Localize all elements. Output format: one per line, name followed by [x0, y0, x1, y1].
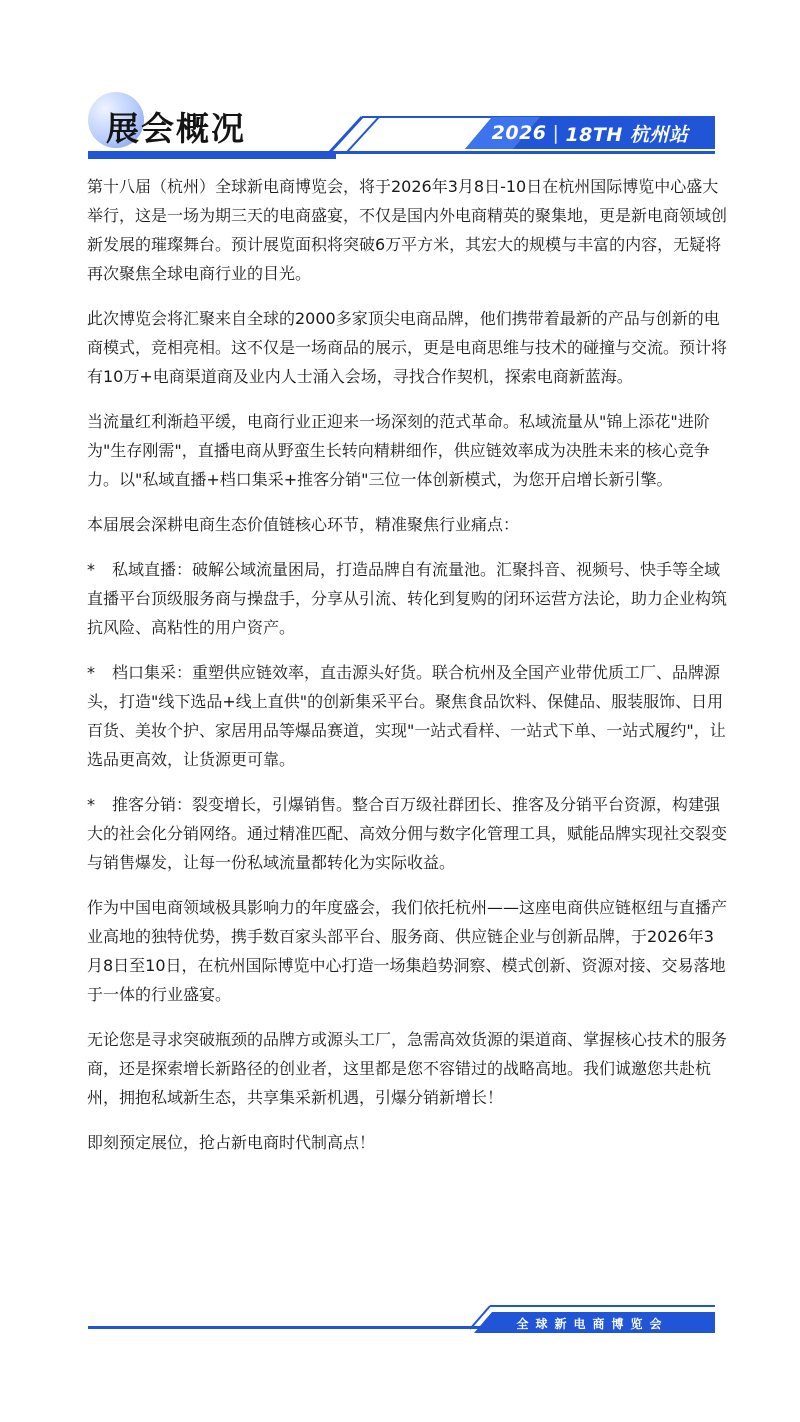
invitation-paragraph: 无论您是寻求突破瓶颈的品牌方或源头工厂，急需高效货源的渠道商、掌握核心技术的服务商，还是探索增长新路径的创业者，这里都是您不容错过的战略高地。我们诚邀您共赴杭州，拥抱私域新生态，共享集采新机遇，引爆分销新增长！	[87, 1030, 728, 1107]
badge-edition: 18TH 杭州站	[565, 123, 689, 146]
badge-separator: |	[552, 122, 560, 144]
page-header	[0, 0, 800, 175]
footer-line	[88, 1326, 488, 1329]
bullet-mark: *	[87, 795, 95, 814]
bullet-mark: *	[87, 560, 95, 579]
edition-badge	[465, 117, 715, 149]
header-thick-bar	[88, 153, 336, 159]
footer-label: 全球新电商博览会	[516, 1316, 669, 1331]
brands-paragraph: 此次博览会将汇聚来自全球的2000多家顶尖电商品牌，他们携带着最新的产品与创新的电商模式，竞相亮相。这不仅是一场商品的展示，更是电商思维与技术的碰撞与交流。预计将有10万+电商渠道商及业内人士涌入会场，寻找合作契机，探索电商新蓝海。	[87, 309, 728, 386]
hangzhou-paragraph: 作为中国电商领域极具影响力的年度盛会，我们依托杭州——这座电商供应链枢纽与直播产业高地的独特优势，携手数百家头部平台、服务商、供应链企业与创新品牌，于2026年3月8日至10日，在杭州国际博览中心打造一场集趋势洞察、模式创新、资源对接、交易落地于一体的行业盛宴。	[87, 898, 728, 1004]
focus-intro-paragraph: 本届展会深耕电商生态价值链核心环节，精准聚焦行业痛点：	[87, 515, 520, 534]
call-to-action: 即刻预定展位，抢占新电商时代制高点！	[87, 1133, 376, 1152]
bullet-text: 推客分销：裂变增长，引爆销售。整合百万级社群团长、推客及分销平台资源，构建强大的社会化分销网络。通过精准匹配、高效分佣与数字化管理工具，赋能品牌实现社交裂变与销售爆发，让每一份私域流量都转化为实际收益。	[87, 795, 728, 872]
header-slash-2	[347, 117, 379, 152]
header-slash-1	[330, 117, 362, 152]
intro-paragraph: 第十八届（杭州）全球新电商博览会，将于2026年3月8日-10日在杭州国际博览中心盛大举行，这是一场为期三天的电商盛宴，不仅是国内外电商精英的聚集地，更是新电商领域创新发展的璀璨舞台。预计展览面积将突破6万平方米，其宏大的规模与丰富的内容，无疑将再次聚焦全球电商行业的目光。	[87, 177, 728, 283]
bullet-text: 私域直播：破解公域流量困局，打造品牌自有流量池。汇聚抖音、视频号、快手等全域直播平台顶级服务商与操盘手，分享从引流、转化到复购的闭环运营方法论，助力企业构筑抗风险、高粘性的用户资产。	[87, 560, 728, 637]
page-title: 展会概况	[106, 109, 246, 148]
bullet-stall-procurement	[87, 658, 727, 774]
trend-paragraph: 当流量红利渐趋平缓，电商行业正迎来一场深刻的范式革命。私域流量从"锦上添花"进阶为"生存刚需"，直播电商从野蛮生长转向精耕细作，供应链效率成为决胜未来的核心竞争力。以"私域直播+档口集采+推客分销"三位一体创新模式，为您开启增长新引擎。	[87, 412, 710, 489]
bullet-distribution	[87, 790, 727, 877]
bullet-text: 档口集采：重塑供应链效率，直击源头好货。联合杭州及全国产业带优质工厂、品牌源头，打造"线下选品+线上直供"的创新集采平台。聚焦食品饮料、保健品、服装服饰、日用百货、美妆个护、家居用品等爆品赛道，实现"一站式看样、一站式下单、一站式履约"，让选品更高效，让货源更可靠。	[87, 663, 726, 769]
content-body	[87, 172, 727, 1173]
badge-year: 2026	[491, 122, 547, 144]
bullet-private-live	[87, 555, 727, 642]
bullet-mark: *	[87, 663, 95, 682]
